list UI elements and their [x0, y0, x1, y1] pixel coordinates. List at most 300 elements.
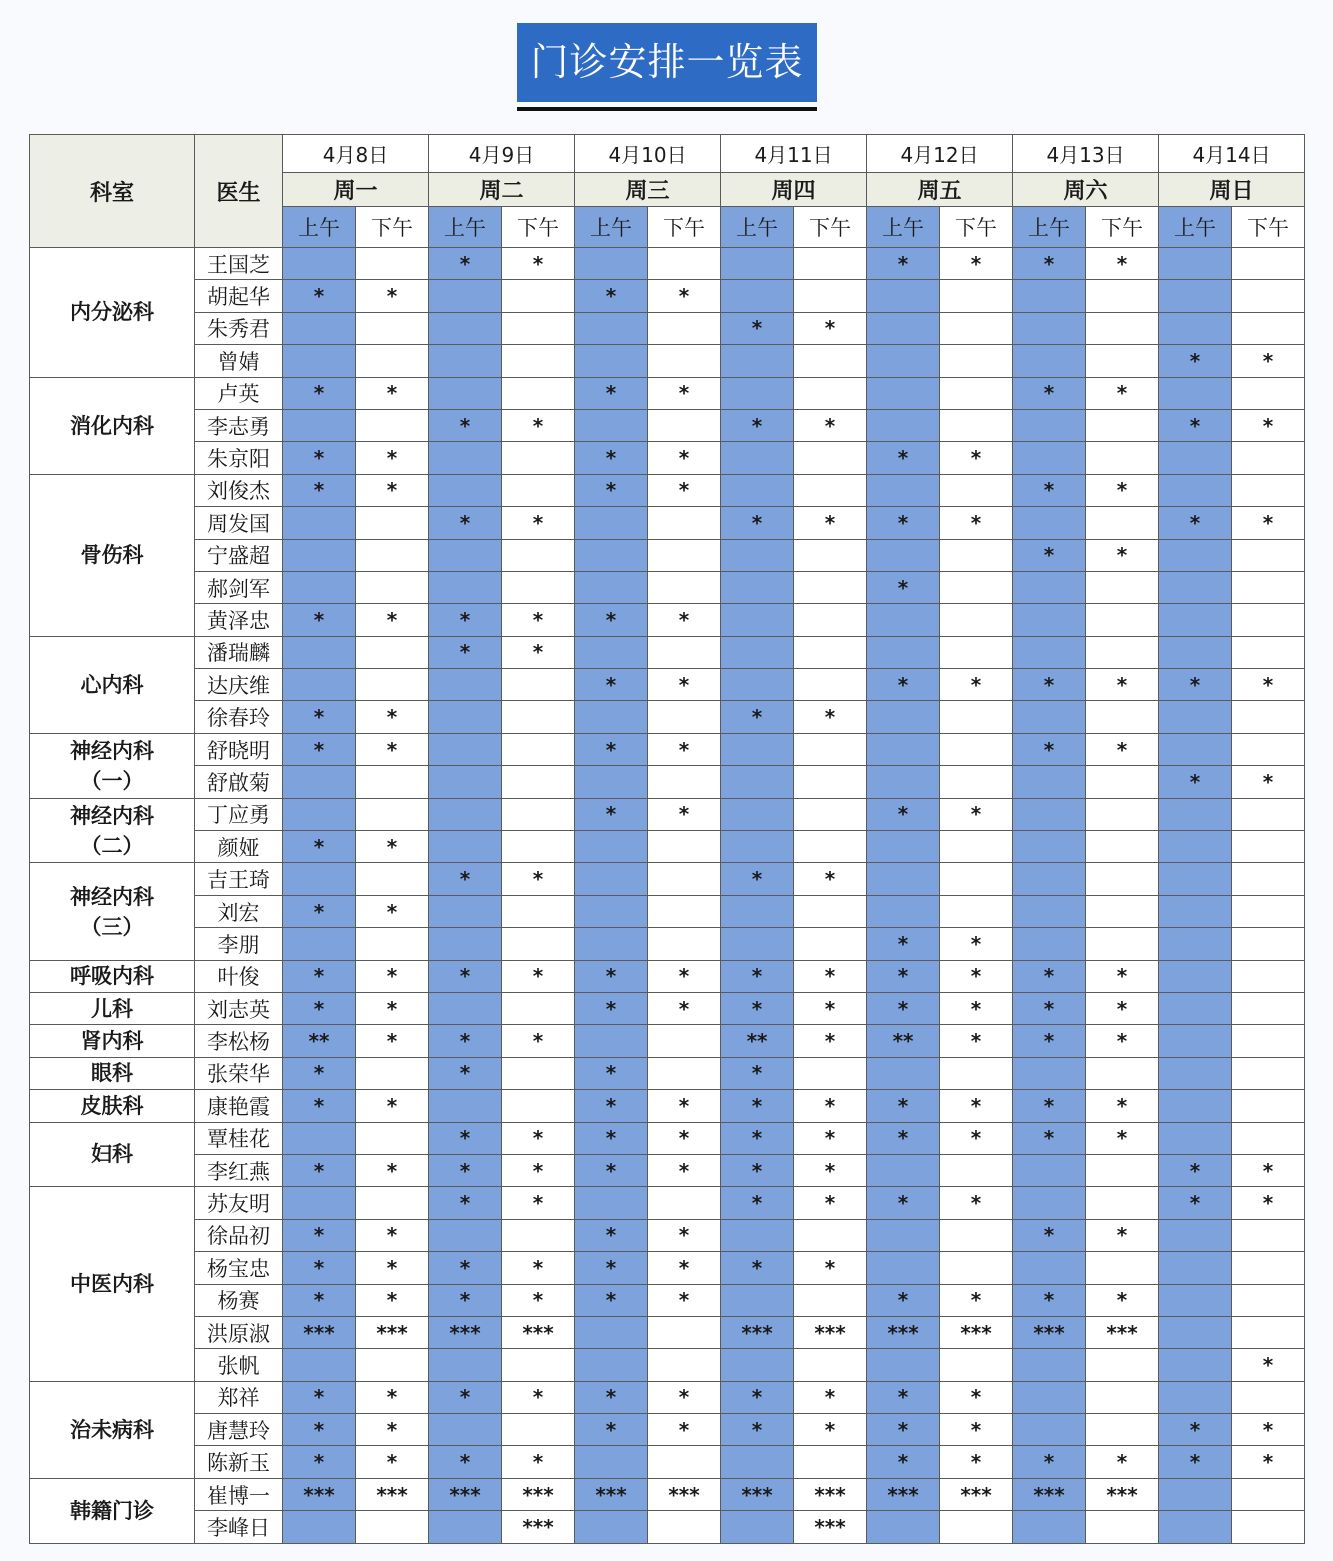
department-name: 神经内科 （三） — [30, 863, 195, 960]
schedule-cell — [356, 571, 429, 603]
schedule-cell: * — [1013, 248, 1086, 280]
schedule-cell: * — [356, 992, 429, 1024]
schedule-cell — [648, 1349, 721, 1381]
table-row — [30, 1316, 1305, 1348]
schedule-cell: * — [648, 280, 721, 312]
schedule-cell: *** — [356, 1478, 429, 1510]
schedule-cell — [867, 1154, 940, 1186]
schedule-cell: * — [1013, 960, 1086, 992]
schedule-cell — [1159, 1511, 1232, 1544]
schedule-cell: * — [502, 507, 575, 539]
schedule-cell — [867, 1349, 940, 1381]
header-am: 上午 — [1013, 207, 1086, 248]
schedule-cell: * — [283, 377, 356, 409]
schedule-cell — [940, 1219, 1013, 1251]
schedule-cell: * — [575, 474, 648, 506]
schedule-cell — [356, 409, 429, 441]
schedule-cell — [794, 571, 867, 603]
schedule-cell: * — [940, 1414, 1013, 1446]
schedule-cell: * — [502, 1025, 575, 1057]
schedule-cell — [283, 636, 356, 668]
schedule-cell — [721, 1349, 794, 1381]
doctor-name: 李松杨 — [195, 1025, 283, 1057]
schedule-cell — [940, 766, 1013, 798]
schedule-cell: * — [283, 1446, 356, 1478]
schedule-cell: * — [1159, 766, 1232, 798]
schedule-cell: * — [794, 1252, 867, 1284]
schedule-cell — [502, 766, 575, 798]
table-row — [30, 1284, 1305, 1316]
schedule-cell — [1159, 280, 1232, 312]
schedule-cell: * — [575, 669, 648, 701]
schedule-cell: *** — [794, 1511, 867, 1544]
schedule-cell — [1086, 895, 1159, 927]
header-pm: 下午 — [502, 207, 575, 248]
doctor-name: 刘宏 — [195, 895, 283, 927]
schedule-cell: * — [502, 960, 575, 992]
schedule-cell: * — [867, 669, 940, 701]
schedule-cell — [1232, 1316, 1305, 1348]
schedule-cell: * — [283, 1252, 356, 1284]
schedule-cell — [867, 636, 940, 668]
header-pm: 下午 — [940, 207, 1013, 248]
schedule-cell — [1232, 539, 1305, 571]
schedule-cell: * — [1013, 733, 1086, 765]
schedule-cell — [356, 1122, 429, 1154]
schedule-cell — [1086, 1154, 1159, 1186]
schedule-cell: * — [648, 1090, 721, 1122]
schedule-cell: * — [429, 960, 502, 992]
schedule-cell — [1232, 1219, 1305, 1251]
schedule-cell — [867, 539, 940, 571]
schedule-cell: ** — [721, 1025, 794, 1057]
doctor-name: 颜娅 — [195, 831, 283, 863]
schedule-cell: * — [283, 1414, 356, 1446]
doctor-name: 唐慧玲 — [195, 1414, 283, 1446]
schedule-cell: * — [721, 1252, 794, 1284]
schedule-cell — [1159, 474, 1232, 506]
department-name: 消化内科 — [30, 377, 195, 474]
schedule-cell: *** — [1086, 1478, 1159, 1510]
schedule-cell: * — [940, 1090, 1013, 1122]
schedule-cell: * — [356, 604, 429, 636]
schedule-cell: *** — [502, 1478, 575, 1510]
schedule-cell — [1013, 1511, 1086, 1544]
schedule-cell — [648, 636, 721, 668]
schedule-cell: * — [721, 992, 794, 1024]
schedule-cell — [429, 345, 502, 377]
doctor-name: 李志勇 — [195, 409, 283, 441]
schedule-cell: * — [721, 701, 794, 733]
header-weekday: 周六 — [1013, 173, 1159, 207]
table-row — [30, 895, 1305, 927]
schedule-cell: * — [502, 863, 575, 895]
schedule-cell: * — [648, 1219, 721, 1251]
schedule-cell: * — [867, 992, 940, 1024]
doctor-name: 朱秀君 — [195, 312, 283, 344]
schedule-cell: * — [867, 960, 940, 992]
schedule-cell: * — [575, 280, 648, 312]
schedule-cell — [575, 345, 648, 377]
schedule-cell — [940, 539, 1013, 571]
schedule-cell — [1013, 928, 1086, 960]
schedule-cell: * — [575, 442, 648, 474]
schedule-cell — [502, 539, 575, 571]
schedule-cell — [1013, 863, 1086, 895]
schedule-cell: * — [283, 701, 356, 733]
schedule-cell: * — [648, 1122, 721, 1154]
department-name: 治未病科 — [30, 1381, 195, 1478]
schedule-cell: * — [867, 1414, 940, 1446]
schedule-cell: * — [283, 1154, 356, 1186]
schedule-cell — [429, 798, 502, 830]
schedule-cell: * — [1013, 1025, 1086, 1057]
schedule-cell: * — [429, 1252, 502, 1284]
schedule-cell: * — [794, 1414, 867, 1446]
doctor-name: 周发国 — [195, 507, 283, 539]
table-row — [30, 1349, 1305, 1381]
table-row — [30, 1057, 1305, 1089]
schedule-cell — [794, 1284, 867, 1316]
header-date: 4月13日 — [1013, 135, 1159, 173]
schedule-cell: * — [940, 248, 1013, 280]
schedule-cell: * — [1086, 1090, 1159, 1122]
doctor-name: 郝剑军 — [195, 571, 283, 603]
schedule-cell — [283, 507, 356, 539]
doctor-name: 覃桂花 — [195, 1122, 283, 1154]
schedule-cell: * — [356, 960, 429, 992]
schedule-cell — [794, 928, 867, 960]
schedule-cell — [940, 1154, 1013, 1186]
schedule-cell — [648, 766, 721, 798]
schedule-cell — [648, 1446, 721, 1478]
schedule-cell: * — [356, 474, 429, 506]
schedule-cell: * — [794, 312, 867, 344]
schedule-cell: * — [940, 1284, 1013, 1316]
schedule-cell: * — [794, 960, 867, 992]
schedule-table — [29, 134, 1305, 1544]
schedule-cell: *** — [283, 1478, 356, 1510]
schedule-cell: *** — [429, 1478, 502, 1510]
schedule-cell — [429, 1090, 502, 1122]
doctor-name: 黄泽忠 — [195, 604, 283, 636]
table-row — [30, 539, 1305, 571]
schedule-cell: * — [575, 1057, 648, 1089]
schedule-cell: * — [940, 1187, 1013, 1219]
schedule-cell — [575, 636, 648, 668]
schedule-cell: * — [575, 1090, 648, 1122]
schedule-cell: * — [429, 1122, 502, 1154]
schedule-cell — [1232, 992, 1305, 1024]
schedule-cell — [429, 1511, 502, 1544]
schedule-cell — [867, 1252, 940, 1284]
schedule-cell — [794, 669, 867, 701]
schedule-cell — [1159, 1316, 1232, 1348]
schedule-cell — [1086, 636, 1159, 668]
doctor-name: 宁盛超 — [195, 539, 283, 571]
schedule-cell — [721, 539, 794, 571]
schedule-cell — [575, 1025, 648, 1057]
schedule-cell — [940, 1252, 1013, 1284]
table-row — [30, 1219, 1305, 1251]
schedule-cell — [429, 1414, 502, 1446]
schedule-cell — [356, 863, 429, 895]
schedule-cell — [721, 1446, 794, 1478]
table-row — [30, 701, 1305, 733]
doctor-name: 李红燕 — [195, 1154, 283, 1186]
schedule-cell — [283, 409, 356, 441]
schedule-cell — [356, 798, 429, 830]
schedule-cell: * — [502, 604, 575, 636]
schedule-cell — [1232, 1511, 1305, 1544]
schedule-cell — [794, 798, 867, 830]
schedule-cell — [794, 539, 867, 571]
schedule-cell: * — [429, 1057, 502, 1089]
schedule-cell: * — [721, 507, 794, 539]
schedule-cell — [1086, 507, 1159, 539]
schedule-cell: * — [1086, 733, 1159, 765]
schedule-cell: * — [1013, 539, 1086, 571]
schedule-cell — [721, 733, 794, 765]
schedule-cell: * — [283, 1090, 356, 1122]
schedule-cell — [502, 1090, 575, 1122]
schedule-cell — [867, 831, 940, 863]
table-row — [30, 604, 1305, 636]
header-date: 4月10日 — [575, 135, 721, 173]
schedule-cell — [1013, 280, 1086, 312]
schedule-cell: * — [356, 442, 429, 474]
schedule-cell — [867, 766, 940, 798]
schedule-cell: * — [575, 1122, 648, 1154]
schedule-cell — [1013, 1414, 1086, 1446]
schedule-cell: * — [648, 733, 721, 765]
schedule-cell — [1159, 1219, 1232, 1251]
schedule-cell — [429, 831, 502, 863]
schedule-cell — [1013, 1057, 1086, 1089]
doctor-name: 朱京阳 — [195, 442, 283, 474]
schedule-cell — [794, 474, 867, 506]
schedule-cell — [283, 1122, 356, 1154]
schedule-cell: * — [1013, 1090, 1086, 1122]
schedule-cell — [429, 539, 502, 571]
schedule-cell — [1159, 1349, 1232, 1381]
header-date: 4月12日 — [867, 135, 1013, 173]
schedule-cell — [940, 863, 1013, 895]
schedule-cell — [940, 636, 1013, 668]
schedule-cell — [867, 701, 940, 733]
schedule-cell — [1232, 1252, 1305, 1284]
schedule-cell — [1159, 604, 1232, 636]
schedule-cell: * — [794, 1122, 867, 1154]
schedule-cell — [283, 248, 356, 280]
schedule-cell: * — [867, 571, 940, 603]
schedule-cell: *** — [794, 1316, 867, 1348]
doctor-name: 康艳霞 — [195, 1090, 283, 1122]
table-row — [30, 928, 1305, 960]
schedule-cell — [721, 766, 794, 798]
schedule-cell — [1232, 312, 1305, 344]
schedule-cell — [1013, 604, 1086, 636]
schedule-cell — [1159, 1284, 1232, 1316]
schedule-cell: *** — [575, 1478, 648, 1510]
schedule-cell: *** — [940, 1316, 1013, 1348]
table-row — [30, 507, 1305, 539]
schedule-cell — [356, 1511, 429, 1544]
schedule-cell: * — [1232, 1414, 1305, 1446]
schedule-cell — [794, 1219, 867, 1251]
schedule-cell — [1086, 1349, 1159, 1381]
doctor-name: 郑祥 — [195, 1381, 283, 1413]
schedule-cell: * — [721, 1154, 794, 1186]
schedule-cell: * — [1086, 1025, 1159, 1057]
doctor-name: 杨赛 — [195, 1284, 283, 1316]
schedule-cell: * — [429, 1381, 502, 1413]
table-row — [30, 280, 1305, 312]
schedule-cell: * — [940, 1122, 1013, 1154]
schedule-cell — [429, 701, 502, 733]
schedule-cell — [1232, 1381, 1305, 1413]
schedule-cell — [1086, 1057, 1159, 1089]
schedule-cell: * — [1159, 1154, 1232, 1186]
header-date: 4月11日 — [721, 135, 867, 173]
schedule-cell — [429, 669, 502, 701]
schedule-cell: *** — [867, 1478, 940, 1510]
schedule-cell: * — [794, 409, 867, 441]
schedule-cell: * — [1232, 669, 1305, 701]
schedule-cell — [575, 409, 648, 441]
schedule-cell — [1086, 863, 1159, 895]
schedule-cell — [648, 312, 721, 344]
schedule-cell: * — [940, 669, 1013, 701]
schedule-cell: * — [1086, 1122, 1159, 1154]
department-name: 神经内科 （一） — [30, 733, 195, 798]
schedule-cell: * — [1232, 507, 1305, 539]
table-row — [30, 1446, 1305, 1478]
doctor-name: 吉王琦 — [195, 863, 283, 895]
schedule-cell — [721, 377, 794, 409]
schedule-cell: * — [794, 1381, 867, 1413]
schedule-cell — [1013, 1187, 1086, 1219]
schedule-cell: * — [356, 831, 429, 863]
schedule-cell — [1086, 1414, 1159, 1446]
schedule-cell: * — [575, 1154, 648, 1186]
schedule-cell — [1159, 960, 1232, 992]
schedule-cell: * — [648, 604, 721, 636]
schedule-cell — [648, 539, 721, 571]
schedule-cell — [356, 312, 429, 344]
doctor-name: 丁应勇 — [195, 798, 283, 830]
header-weekday: 周二 — [429, 173, 575, 207]
department-name: 韩籍门诊 — [30, 1478, 195, 1543]
schedule-cell: * — [794, 863, 867, 895]
schedule-cell: * — [648, 1284, 721, 1316]
schedule-cell: * — [283, 1284, 356, 1316]
header-weekday: 周五 — [867, 173, 1013, 207]
schedule-cell: *** — [1013, 1316, 1086, 1348]
schedule-cell: * — [721, 1090, 794, 1122]
schedule-cell — [502, 798, 575, 830]
schedule-cell — [940, 377, 1013, 409]
schedule-cell — [794, 248, 867, 280]
schedule-cell — [1159, 248, 1232, 280]
table-row — [30, 1187, 1305, 1219]
schedule-cell — [721, 280, 794, 312]
header-pm: 下午 — [1232, 207, 1305, 248]
schedule-cell — [575, 766, 648, 798]
schedule-cell — [1159, 701, 1232, 733]
schedule-cell: * — [1232, 345, 1305, 377]
schedule-cell: * — [356, 1025, 429, 1057]
schedule-cell — [283, 571, 356, 603]
doctor-name: 曾婧 — [195, 345, 283, 377]
schedule-cell — [1159, 1478, 1232, 1510]
schedule-cell — [429, 442, 502, 474]
schedule-cell — [1013, 798, 1086, 830]
schedule-cell — [648, 1511, 721, 1544]
schedule-cell: * — [794, 507, 867, 539]
table-row — [30, 571, 1305, 603]
schedule-cell: * — [721, 312, 794, 344]
schedule-cell — [502, 442, 575, 474]
schedule-cell — [502, 701, 575, 733]
schedule-cell — [1159, 1025, 1232, 1057]
schedule-cell — [283, 928, 356, 960]
schedule-cell — [1232, 604, 1305, 636]
schedule-cell — [575, 1511, 648, 1544]
schedule-cell: * — [429, 409, 502, 441]
schedule-cell: * — [794, 1090, 867, 1122]
schedule-cell — [794, 280, 867, 312]
schedule-cell — [1232, 442, 1305, 474]
schedule-cell — [867, 604, 940, 636]
schedule-cell — [867, 377, 940, 409]
schedule-cell — [794, 345, 867, 377]
schedule-cell — [1159, 1381, 1232, 1413]
schedule-cell — [356, 766, 429, 798]
doctor-name: 王国芝 — [195, 248, 283, 280]
schedule-cell: * — [1013, 992, 1086, 1024]
schedule-cell: * — [429, 1025, 502, 1057]
schedule-cell: * — [867, 798, 940, 830]
schedule-cell — [1232, 733, 1305, 765]
doctor-name: 张帆 — [195, 1349, 283, 1381]
schedule-cell — [867, 474, 940, 506]
schedule-cell: * — [356, 280, 429, 312]
schedule-cell — [575, 1316, 648, 1348]
schedule-cell — [1013, 1349, 1086, 1381]
schedule-cell — [1232, 928, 1305, 960]
schedule-cell — [940, 571, 1013, 603]
schedule-cell: * — [940, 442, 1013, 474]
table-row — [30, 1414, 1305, 1446]
schedule-cell — [1159, 636, 1232, 668]
schedule-cell: * — [648, 960, 721, 992]
schedule-cell: * — [283, 831, 356, 863]
schedule-cell — [502, 831, 575, 863]
schedule-cell — [940, 312, 1013, 344]
schedule-cell — [1232, 1025, 1305, 1057]
schedule-cell — [721, 248, 794, 280]
schedule-cell — [940, 1057, 1013, 1089]
schedule-cell — [1086, 798, 1159, 830]
schedule-cell: * — [283, 280, 356, 312]
schedule-cell — [867, 1057, 940, 1089]
table-row — [30, 1090, 1305, 1122]
table-row — [30, 312, 1305, 344]
schedule-cell — [940, 474, 1013, 506]
doctor-name: 陈新玉 — [195, 1446, 283, 1478]
schedule-cell: *** — [1013, 1478, 1086, 1510]
